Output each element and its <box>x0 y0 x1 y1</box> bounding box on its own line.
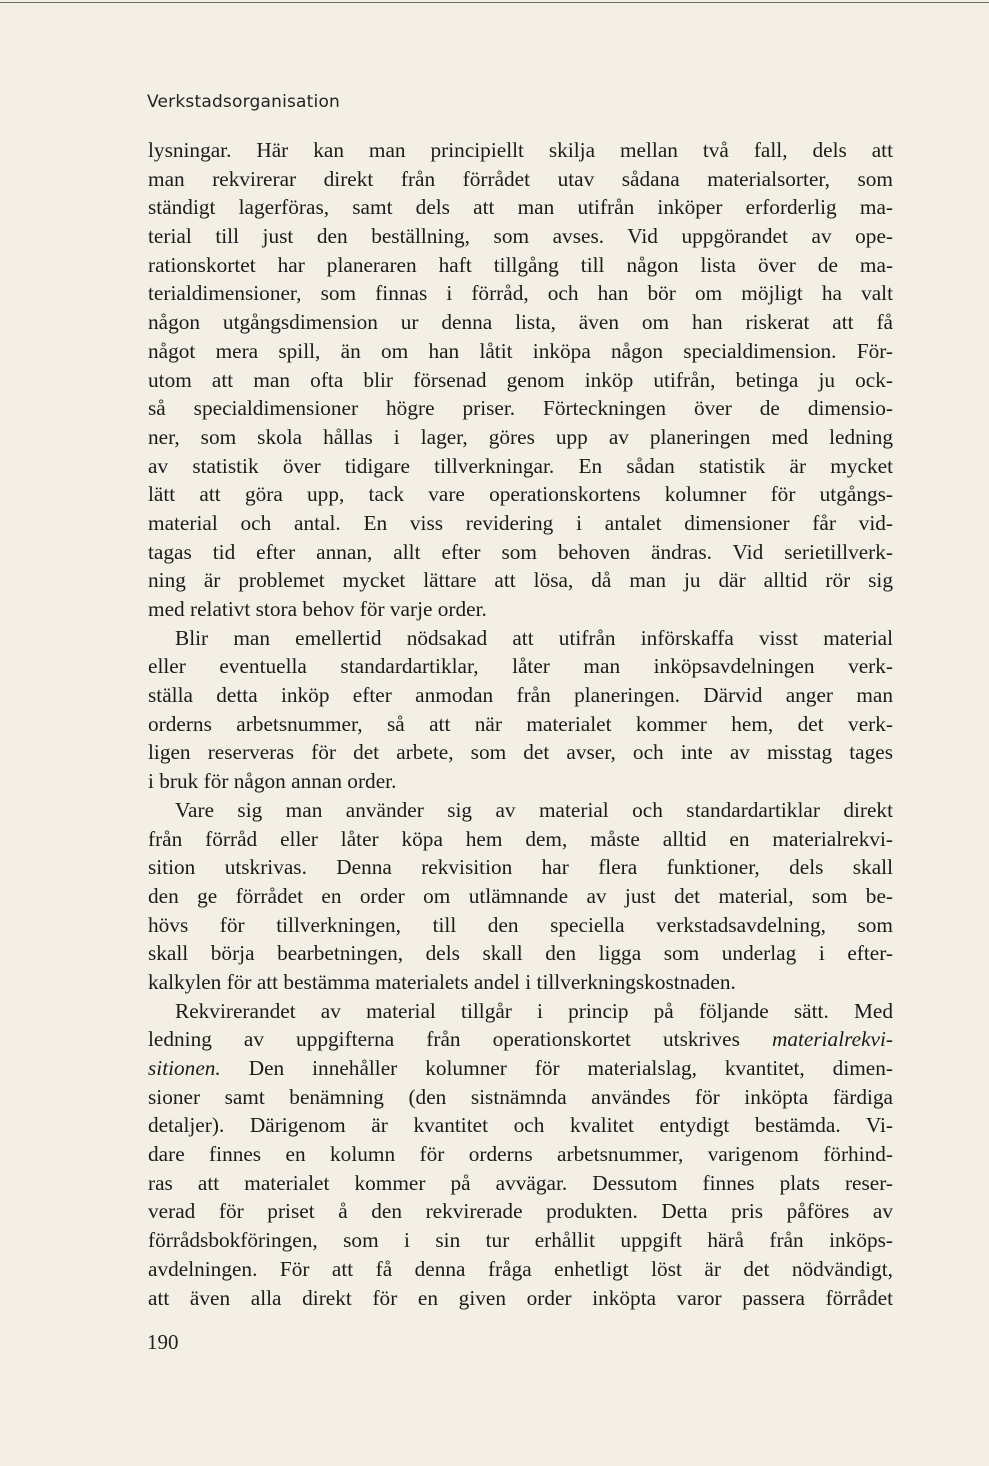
line-text: ras att materialet kommer på avvägar. Dessutom finnes plats reser- <box>148 1170 893 1195</box>
line-text: material och antal. En viss revidering i antalet dimensioner får vid- <box>148 510 893 535</box>
text-line <box>148 509 893 538</box>
body-text <box>148 136 893 1312</box>
text-line <box>148 825 893 854</box>
italic-term: sitionen. <box>148 1056 221 1080</box>
text-line <box>148 251 893 280</box>
text-line <box>148 1197 893 1226</box>
page-number: 190 <box>147 1330 179 1354</box>
text-line <box>148 337 893 366</box>
line-text: från förråd eller låter köpa hem dem, måste alltid en materialrekvi- <box>148 826 893 851</box>
line-text: sioner samt benämning (den sistnämnda användes för inköpta färdiga <box>148 1084 893 1109</box>
line-text: att även alla direkt för en given order inköpta varor passera förrådet <box>148 1285 893 1310</box>
text-line <box>148 595 893 624</box>
text-line <box>148 1284 893 1313</box>
line-text: terial till just den beställning, som avses. Vid uppgörandet av ope- <box>148 224 893 249</box>
text-line <box>148 1054 893 1083</box>
line-text: utom att man ofta blir försenad genom inköp utifrån, betinga ju ock- <box>148 367 893 392</box>
text-line <box>148 566 893 595</box>
text-line <box>148 911 893 940</box>
line-text: den ge förrådet en order om utlämnande av just det material, som be- <box>148 883 893 908</box>
line-text: Rekvirerandet av material tillgår i princip på följande sätt. Med <box>175 998 893 1023</box>
line-text: lysningar. Här kan man principiellt skilja mellan två fall, dels att <box>148 138 893 162</box>
line-text: med relativt stora behov för varje order. <box>148 597 487 621</box>
text-line <box>148 796 893 825</box>
italic-term: materialrekvi- <box>771 1027 893 1052</box>
text-line <box>148 480 893 509</box>
running-head: Verkstadsorganisation <box>147 92 341 112</box>
text-line <box>148 366 893 395</box>
text-line <box>148 279 893 308</box>
line-text: man rekvirerar direkt från förrådet utav sådana materialsorter, som <box>148 166 893 191</box>
line-text: något mera spill, än om han låtit inköpa någon specialdimension. För- <box>148 338 893 363</box>
text-line <box>148 624 893 653</box>
line-text: i bruk för någon annan order. <box>148 769 397 794</box>
text-line <box>148 939 893 968</box>
line-text: tagas tid efter annan, allt efter som behoven ändras. Vid serietillverk- <box>148 539 893 564</box>
line-text: lätt att göra upp, tack vare operationskortens kolumner för utgångs- <box>148 482 893 507</box>
text-line <box>148 882 893 911</box>
text-line <box>148 1255 893 1284</box>
line-text: dare finnes en kolumn för orderns arbetsnummer, varigenom förhind- <box>148 1142 893 1167</box>
line-text: rationskortet har planeraren haft tillgång till någon lista över de ma- <box>148 252 893 277</box>
line-text: ständigt lagerföras, samt dels att man utifrån inköper erforderlig ma- <box>148 195 893 220</box>
text-line <box>148 853 893 882</box>
line-text: Blir man emellertid nödsakad att utifrån införskaffa visst material <box>175 625 893 650</box>
line-text: ledning av uppgifterna från operationskortet utskrives <box>148 1027 772 1052</box>
line-text: hövs för tillverkningen, till den speciella verkstadsavdelning, som <box>148 912 893 937</box>
line-text: kalkylen för att bestämma materialets andel i tillverkningskostnaden. <box>148 969 736 994</box>
line-text: ner, som skola hållas i lager, göres upp av planeringen med ledning <box>148 424 893 449</box>
line-text: ställa detta inköp efter anmodan från planeringen. Därvid anger man <box>148 683 893 708</box>
text-line <box>148 968 893 997</box>
line-text: terialdimensioner, som finnas i förråd, och han bör om möjligt ha valt <box>148 281 893 306</box>
text-line <box>148 738 893 767</box>
text-line <box>148 165 893 194</box>
line-text: förrådsbokföringen, som i sin tur erhållit uppgift härå från inköps- <box>148 1228 893 1253</box>
text-line <box>148 1111 893 1140</box>
line-text: skall börja bearbetningen, dels skall den ligga som underlag i efter- <box>148 941 893 966</box>
text-line <box>148 193 893 222</box>
text-line <box>148 136 893 165</box>
text-line <box>148 452 893 481</box>
text-line <box>148 1140 893 1169</box>
line-text: avdelningen. För att få denna fråga enhetligt löst är det nödvändigt, <box>148 1256 893 1281</box>
line-text: ligen reserveras för det arbete, som det avser, och inte av misstag tages <box>148 740 893 765</box>
line-text: orderns arbetsnummer, så att när materialet kommer hem, det verk- <box>148 711 893 736</box>
text-line <box>148 308 893 337</box>
line-text: så specialdimensioner högre priser. Förteckningen över de dimensio- <box>148 396 893 421</box>
text-line <box>148 423 893 452</box>
text-line <box>148 394 893 423</box>
text-line <box>148 997 893 1026</box>
text-line <box>148 652 893 681</box>
line-text: detaljer). Därigenom är kvantitet och kvalitet entydigt bestämda. Vi- <box>148 1113 893 1138</box>
line-text: verad för priset å den rekvirerade produkten. Detta pris påföres av <box>148 1199 893 1224</box>
line-text: Den innehåller kolumner för materialslag, kvantitet, dimen- <box>220 1056 893 1080</box>
text-line <box>148 222 893 251</box>
text-line <box>148 1226 893 1255</box>
line-text: någon utgångsdimension ur denna lista, även om han riskerat att få <box>148 310 893 335</box>
line-text: Vare sig man använder sig av material och standardartiklar direkt <box>175 797 893 822</box>
line-text: sition utskrivas. Denna rekvisition har flera funktioner, dels skall <box>148 855 893 880</box>
text-line <box>148 1025 893 1054</box>
text-line <box>148 1083 893 1112</box>
line-text: ning är problemet mycket lättare att lösa, då man ju där alltid rör sig <box>148 568 893 593</box>
text-line <box>148 681 893 710</box>
text-line <box>148 710 893 739</box>
text-line <box>148 1169 893 1198</box>
line-text: eller eventuella standardartiklar, låter man inköpsavdelningen verk- <box>148 654 893 679</box>
top-edge-rule <box>0 2 989 3</box>
line-text: av statistik över tidigare tillverkningar. En sådan statistik är mycket <box>148 453 893 478</box>
text-line <box>148 767 893 796</box>
text-line <box>148 538 893 567</box>
